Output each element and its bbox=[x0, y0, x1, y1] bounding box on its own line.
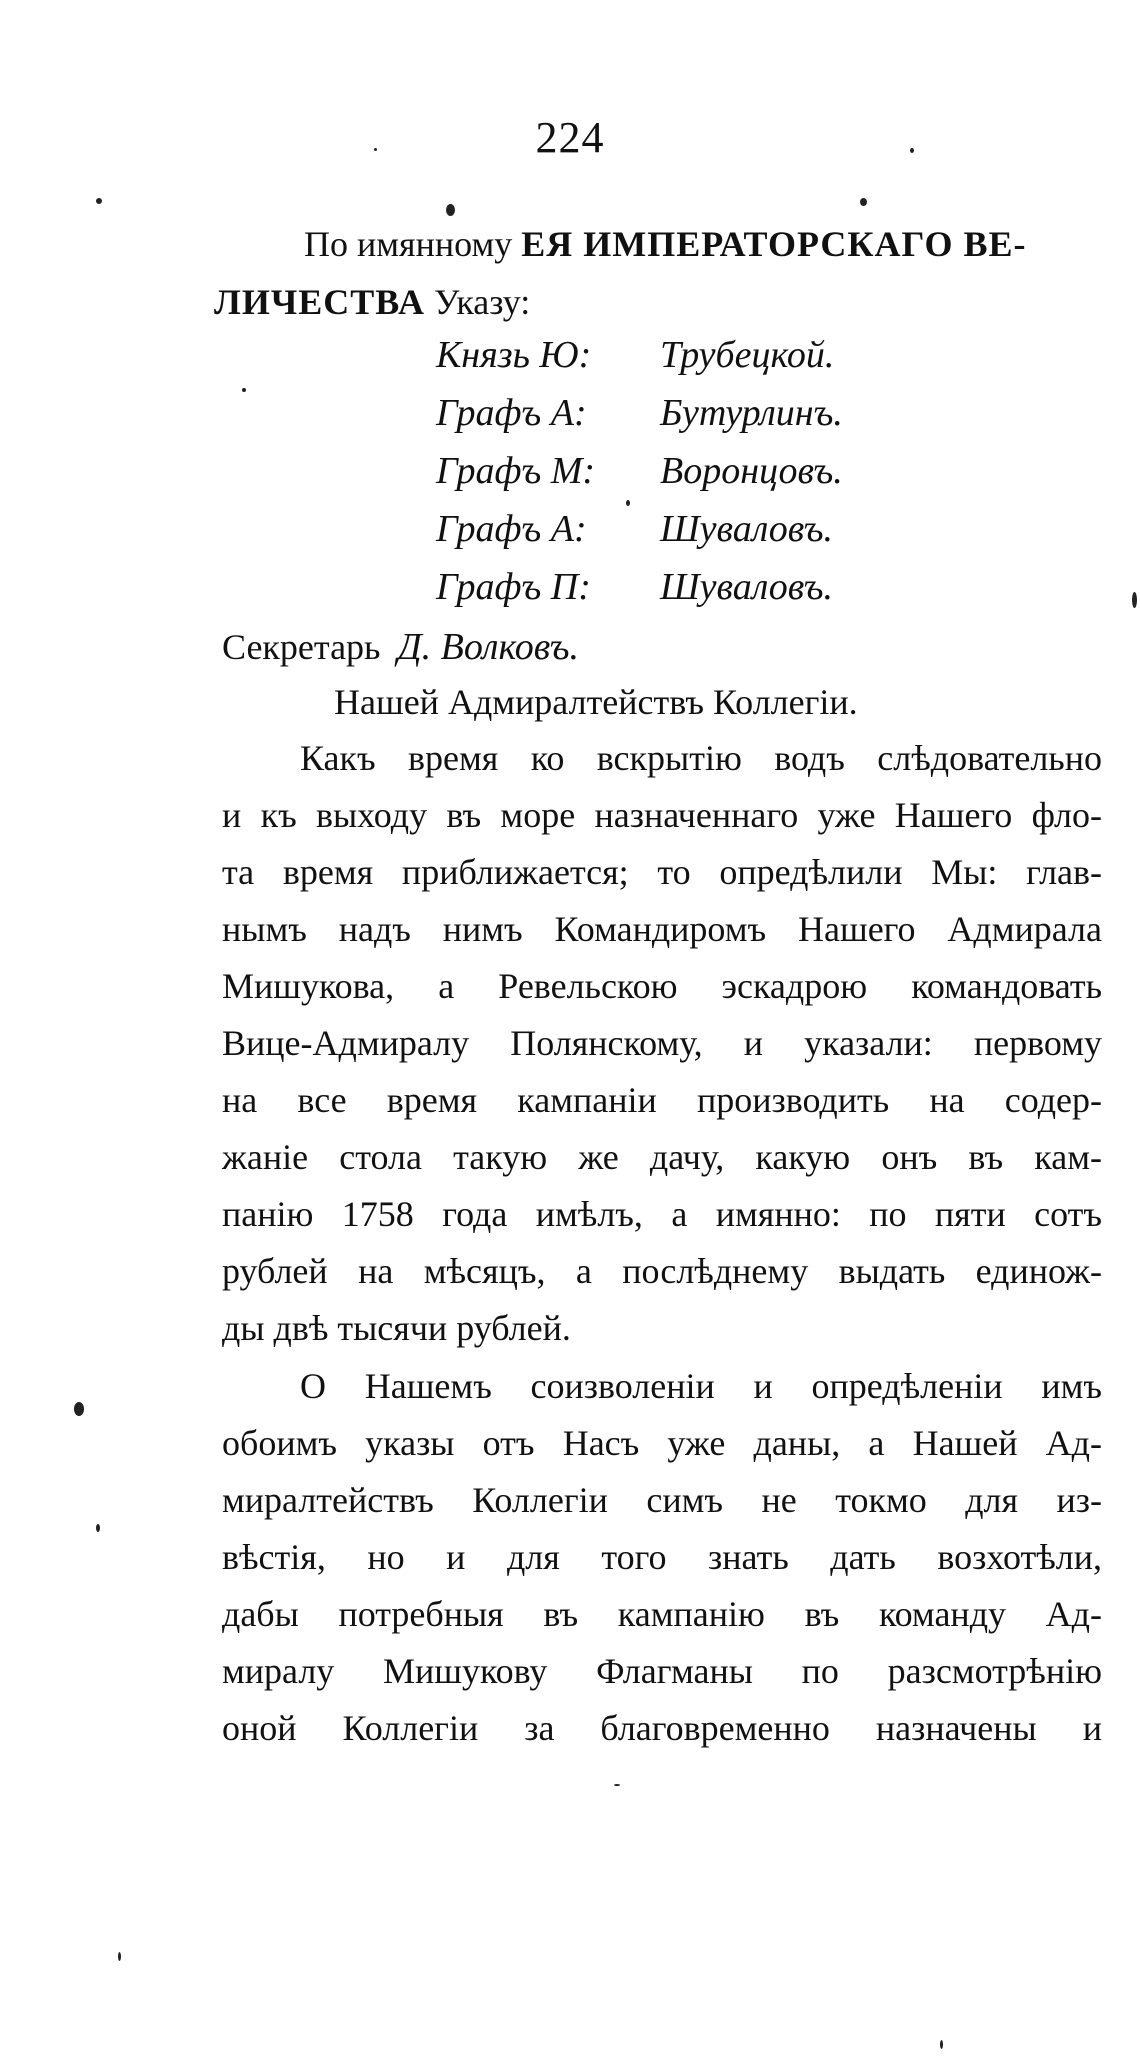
signature-title: Князь Ю: bbox=[436, 334, 592, 376]
signature-name: Шуваловъ. bbox=[660, 508, 833, 550]
scan-speck bbox=[626, 500, 630, 506]
signature-name: Трубецкой. bbox=[660, 334, 835, 376]
paragraph-2-line: О Нашемъ соизволеніи и опредѣленіи имъ bbox=[300, 1366, 1102, 1406]
secretary-label: Секретарь bbox=[222, 627, 381, 667]
scan-speck bbox=[940, 2040, 943, 2049]
decree-line-2 bbox=[214, 284, 530, 320]
paragraph-1-line: Мишукова, а Ревельскою эскадрою командовать bbox=[222, 966, 1102, 1006]
decree-caps-1: ЕЯ ИМПЕРАТОРСКАГО ВЕ- bbox=[521, 224, 1027, 264]
signature-name: Воронцовъ. bbox=[660, 450, 843, 492]
signature-name: Бутурлинъ. bbox=[660, 392, 843, 434]
paragraph-1-line: та время приближается; то опредѣлили Мы: глав- bbox=[222, 852, 1102, 892]
signature-title: Графъ М: bbox=[436, 450, 596, 492]
paragraph-1-line: рублей на мѣсяцъ, а послѣднему выдать единож- bbox=[222, 1251, 1102, 1291]
paragraph-1-line: Какъ время ко вскрытію водъ слѣдовательно bbox=[300, 738, 1102, 778]
paragraph-2-line: миралу Мишукову Флагманы по разсмотрѣнію bbox=[222, 1651, 1102, 1691]
decree-prefix: По имянному bbox=[304, 224, 513, 264]
scan-speck bbox=[614, 1784, 620, 1786]
paragraph-2-line: обоимъ указы отъ Насъ уже даны, а Нашей Ад- bbox=[222, 1423, 1102, 1463]
page-number: 224 bbox=[535, 113, 605, 162]
paragraph-1-line: ды двѣ тысячи рублей. bbox=[222, 1308, 571, 1348]
secretary-line bbox=[222, 628, 579, 666]
paragraph-1-line: нымъ надъ нимъ Командиромъ Нашего Адмирала bbox=[222, 909, 1102, 949]
signature-name: Шуваловъ. bbox=[660, 566, 833, 608]
scan-speck bbox=[74, 1402, 84, 1416]
paragraph-2-line: миралтействъ Коллегіи симъ не токмо для из- bbox=[222, 1480, 1102, 1520]
paragraph-2-line: дабы потребныя въ кампанію въ команду Ад- bbox=[222, 1594, 1102, 1634]
paragraph-1-line: Вице-Адмиралу Полянскому, и указали: первому bbox=[222, 1023, 1102, 1063]
scan-speck bbox=[1132, 592, 1137, 608]
paragraph-1-line: панію 1758 года имѣлъ, а имянно: по пяти сотъ bbox=[222, 1194, 1102, 1234]
signature-title: Графъ А: bbox=[436, 392, 587, 434]
section-heading: Нашей Адмиралтействъ Коллегіи. bbox=[334, 682, 858, 722]
scan-speck bbox=[118, 1952, 121, 1961]
scan-speck bbox=[242, 388, 246, 392]
paragraph-1-line: и къ выходу въ море назначеннаго уже Нашего фло- bbox=[222, 795, 1102, 835]
scan-speck bbox=[910, 148, 914, 153]
signature-title: Графъ П: bbox=[436, 566, 591, 608]
signature-title: Графъ А: bbox=[436, 508, 587, 550]
scan-speck bbox=[446, 204, 455, 216]
scan-speck bbox=[96, 198, 102, 204]
decree-line-1 bbox=[304, 226, 1027, 262]
secretary-name: Д. Волковъ. bbox=[397, 626, 580, 668]
scan-speck bbox=[374, 148, 377, 151]
decree-suffix: Указу: bbox=[434, 282, 531, 322]
paragraph-1-line: жаніе стола такую же дачу, какую онъ въ кам- bbox=[222, 1137, 1102, 1177]
scan-speck bbox=[96, 1524, 100, 1532]
paragraph-2-line: оной Коллегіи за благовременно назначены и bbox=[222, 1708, 1102, 1748]
paragraph-1-line: на все время кампаніи производить на содер- bbox=[222, 1080, 1102, 1120]
scan-speck bbox=[860, 198, 867, 206]
paragraph-2-line: вѣстія, но и для того знать дать возхотѣли, bbox=[222, 1537, 1102, 1577]
decree-caps-2: ЛИЧЕСТВА bbox=[214, 282, 426, 322]
